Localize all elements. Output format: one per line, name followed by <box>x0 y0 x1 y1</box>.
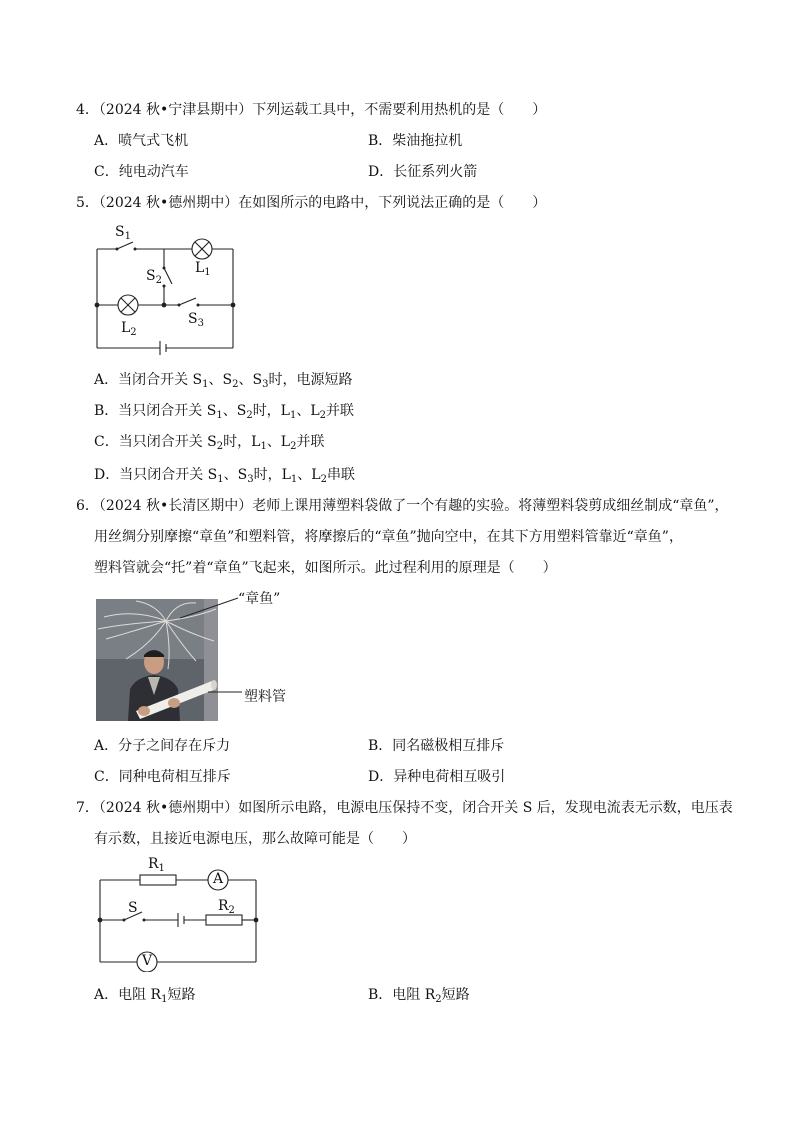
q4-option-a: A．喷气式飞机 <box>94 133 189 149</box>
q5-label-s2: $S_2$ <box>146 268 162 286</box>
question-7-stem-line-1: 7．（2024 秋•德州期中）如图所示电路，电源电压保持不变，闭合开关 S 后，发现电流表无示数，电压表 <box>76 800 733 816</box>
q4-option-d: D．长征系列火箭 <box>368 164 478 180</box>
q7-label-r1: $R_1$ <box>148 856 165 874</box>
q7-option-b: B．电阻 $R_2$短路 <box>368 987 470 1005</box>
question-6-stem-line-3: 塑料管就会“托”着“章鱼”飞起来，如图所示。此过程利用的原理是（ ） <box>94 560 557 576</box>
q4-option-b: B．柴油拖拉机 <box>368 133 463 149</box>
q5-option-b: B．当只闭合开关 $S_1$、$S_2$时，$L_1$、$L_2$并联 <box>94 403 355 421</box>
q6-option-b: B．同名磁极相互排斥 <box>368 738 505 754</box>
question-5-stem: 5．（2024 秋•德州期中）在如图所示的电路中，下列说法正确的是（ ） <box>76 195 547 211</box>
question-6-stem-line-2: 用丝绸分别摩擦“章鱼”和塑料管，将摩擦后的“章鱼”抛向空中，在其下方用塑料管靠近“章鱼”， <box>94 529 683 545</box>
question-4-stem: 4．（2024 秋•宁津县期中）下列运载工具中，不需要利用热机的是（ ） <box>76 102 547 118</box>
q7-label-ammeter: A <box>213 871 224 887</box>
q7-option-a: A．电阻 $R_1$短路 <box>94 987 196 1005</box>
q5-circuit-diagram <box>88 222 248 356</box>
q6-label-octopus: “章鱼” <box>238 591 281 607</box>
q6-option-a: A．分子之间存在斥力 <box>94 738 231 754</box>
q5-option-c: C．当只闭合开关 $S_2$时，$L_1$、$L_2$并联 <box>94 434 325 452</box>
q7-circuit-diagram <box>94 856 264 972</box>
q7-label-r2: $R_2$ <box>218 898 235 916</box>
q6-label-tube: 塑料管 <box>244 689 286 705</box>
question-7-stem-line-2: 有示数，且接近电源电压，那么故障可能是（ ） <box>94 831 416 847</box>
q5-label-l2: $L_2$ <box>121 320 137 338</box>
q6-option-c: C．同种电荷相互排斥 <box>94 769 231 785</box>
q5-option-a: A．当闭合开关 $S_1$、$S_2$、$S_3$时，电源短路 <box>94 372 353 390</box>
q5-option-d: D．当只闭合开关 $S_1$、$S_3$时，$L_1$、$L_2$串联 <box>94 467 355 485</box>
q7-label-switch: S <box>128 900 138 916</box>
q6-photo-leader-lines <box>180 596 250 706</box>
q5-label-s1: $S_1$ <box>115 224 131 242</box>
q6-option-d: D．异种电荷相互吸引 <box>368 769 506 785</box>
question-6-stem-line-1: 6．（2024 秋•长清区期中）老师上课用薄塑料袋做了一个有趣的实验。将薄塑料袋剪成细丝制成“章鱼”， <box>76 498 729 514</box>
q5-label-s3: $S_3$ <box>188 311 204 329</box>
q7-label-voltmeter: V <box>142 953 153 969</box>
q5-label-l1: $L_1$ <box>195 260 211 278</box>
q4-option-c: C．纯电动汽车 <box>94 164 189 180</box>
